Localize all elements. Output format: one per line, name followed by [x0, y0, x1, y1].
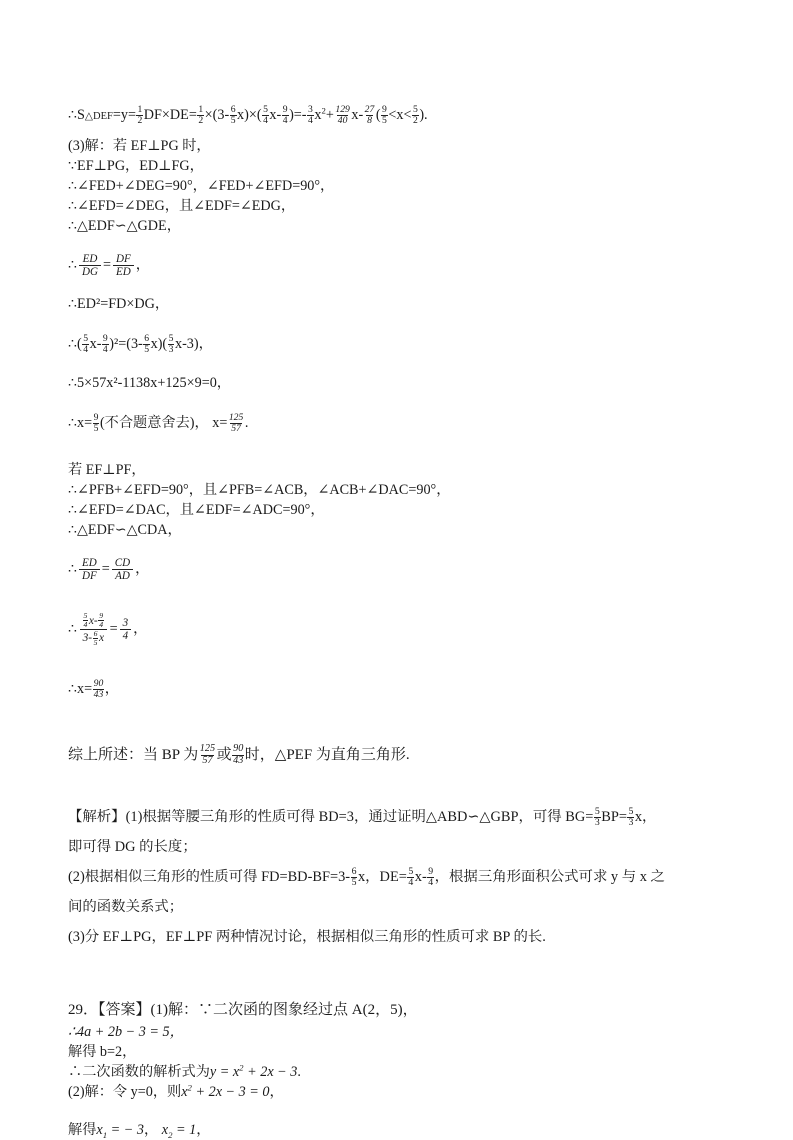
- cfrac-denominator: 3- $\frac{6}{5}$ x: [80, 629, 107, 647]
- area-body-7: x: [314, 107, 322, 123]
- ratio1-equals: =: [103, 257, 112, 273]
- problem-29-line-4-prefix: ∴二次函数的解析式为: [68, 1064, 210, 1080]
- problem-29-line-4-suffix: .: [297, 1064, 301, 1080]
- fraction-27-8: $\frac{27}{8}$: [364, 103, 375, 126]
- roots-mid: (不合题意舍去)， x=: [99, 415, 228, 431]
- area-body-5: x-: [269, 107, 282, 123]
- problem-29-number: 29．: [68, 1002, 99, 1018]
- fraction-5-3-b: $\frac{5}{3}$: [594, 805, 600, 828]
- area-formula-line: [68, 96, 740, 136]
- fraction-ed-df: $\frac{ED}{DF}$: [79, 557, 100, 583]
- ratio1-suffix: ，: [135, 257, 150, 273]
- area-subscript: △DEF: [84, 111, 113, 122]
- fraction-129-40: $\frac{129}{40}$: [335, 103, 350, 126]
- ratio-ed-df-line: [68, 550, 740, 588]
- problem-29-line-1: (1)解：∵二次函的图象经过点 A(2，5)，: [150, 1002, 418, 1018]
- spacer: [68, 540, 740, 550]
- area-exponent: 2: [321, 105, 326, 116]
- spacer: [68, 363, 740, 373]
- ratio2-prefix: ∴: [68, 561, 78, 577]
- conclusion-text-3: 时，△PEF 为直角三角形.: [244, 747, 410, 763]
- fraction-9-4-d: $\frac{9}{4}$: [428, 865, 434, 888]
- spacer: [68, 394, 740, 404]
- fraction-6-5: $\frac{6}{5}$: [230, 103, 236, 126]
- cfrac-numerator: $\frac{5}{4}$ x- $\frac{9}{4}$: [83, 611, 104, 629]
- ratio2-equals: =: [101, 561, 110, 577]
- expand-mid-3: x)(: [150, 336, 168, 352]
- page-content: [68, 96, 740, 1140]
- problem-29-line-5: [68, 1082, 740, 1102]
- roots-suffix: .: [244, 415, 249, 431]
- ed-squared-line: ∴ED²=FD×DG，: [68, 296, 170, 312]
- fraction-half-a: $\frac{1}{2}$: [137, 103, 143, 126]
- area-body-12: ).: [419, 107, 428, 123]
- problem-29-root-separator: ，: [144, 1122, 162, 1138]
- analysis-p1-a: (1)根据等腰三角形的性质可得 BD=3，通过证明△ABD∽△GBP，可得 BG=: [125, 809, 594, 825]
- ratio1-prefix: ∴: [68, 257, 78, 273]
- case2-line-0: ∴∠PFB+∠EFD=90°，且∠PFB=∠ACB，∠ACB+∠DAC=90°，: [68, 482, 451, 498]
- fraction-90-43: $\frac{90}{43}$: [93, 677, 104, 700]
- fraction-9-4-b: $\frac{9}{4}$: [102, 332, 108, 355]
- x-result-line: [68, 670, 740, 708]
- conclusion-text-1: 综上所述：当 BP 为: [68, 747, 199, 763]
- spacer: [68, 284, 740, 294]
- case2-label: 若 EF⊥PF，: [68, 462, 146, 478]
- fraction-5-2: $\frac{5}{2}$: [412, 103, 418, 126]
- spacer: [68, 588, 740, 606]
- spacer: [68, 952, 740, 998]
- fraction-5-4-c: $\frac{5}{4}$: [83, 611, 88, 629]
- fraction-5-4-d: $\frac{5}{4}$: [408, 865, 414, 888]
- x-result-prefix: ∴x=: [68, 681, 93, 697]
- case2-line-1: ∴∠EFD=∠DAC，且∠EDF=∠ADC=90°，: [68, 502, 325, 518]
- cfrac-equals: =: [109, 621, 118, 637]
- fraction-3-4: $\frac{3}{4}$: [308, 103, 313, 126]
- fraction-cd-ad: $\frac{CD}{AD}$: [112, 557, 133, 583]
- expand-mid-1: x-: [89, 336, 102, 352]
- case1-line-1: ∴∠FED+∠DEG=90°，∠FED+∠EFD=90°，: [68, 178, 335, 194]
- analysis-paragraph-2-cont: 间的函数关系式；: [68, 899, 184, 915]
- fraction-6-5-d: $\frac{6}{5}$: [351, 865, 357, 888]
- problem-29-line-5-prefix: (2)解：令 y=0，则: [68, 1084, 182, 1100]
- fraction-9-5: $\frac{9}{5}$: [382, 103, 387, 126]
- problem-29-line-4: [68, 1062, 740, 1082]
- ratio2-suffix: ，: [135, 561, 150, 577]
- fraction-9-5-b: $\frac{9}{5}$: [93, 411, 99, 434]
- problem-29-answer-tag: 【答案】: [98, 1002, 151, 1018]
- ratio-ed-dg-line: [68, 246, 740, 284]
- fraction-5-3: $\frac{5}{3}$: [168, 332, 174, 355]
- spacer: [68, 772, 740, 802]
- area-body-1: =y=: [112, 107, 136, 123]
- area-body-11: <x<: [388, 107, 412, 123]
- fraction-6-5-c: $\frac{6}{5}$: [93, 628, 98, 647]
- fraction-9-4-c: $\frac{9}{4}$: [99, 611, 104, 629]
- area-body-9: x-: [351, 107, 364, 123]
- spacer: [68, 708, 740, 738]
- cfrac-suffix: ，: [133, 621, 148, 637]
- x-result-suffix: ，: [104, 681, 119, 697]
- expand-mid-4: x-3)，: [174, 336, 213, 352]
- conclusion-line: [68, 738, 740, 772]
- fraction-125-57: $\frac{125}{57}$: [228, 411, 244, 434]
- analysis-paragraph-1-cont: 即可得 DG 的长度；: [68, 839, 197, 855]
- expand-prefix: ∴(: [68, 336, 82, 352]
- fraction-6-5-b: $\frac{6}{5}$: [144, 332, 150, 355]
- problem-29-root-2: $x_2 = 1$: [161, 1122, 197, 1140]
- problem-29-quadratic-expression: $y = x^2 + 2x - 3$: [209, 1062, 298, 1080]
- fraction-df-ed: $\frac{DF}{ED}$: [113, 253, 134, 279]
- fraction-ed-dg: $\frac{ED}{DG}$: [79, 253, 101, 279]
- area-body-10: (: [375, 107, 381, 123]
- expand-equation-line: [68, 325, 740, 363]
- complex-fraction: [79, 613, 108, 647]
- problem-29-equation: $x^2 + 2x - 3 = 0$: [181, 1082, 270, 1100]
- fraction-125-57-b: $\frac{125}{57}$: [199, 743, 216, 766]
- spacer: [68, 442, 740, 460]
- problem-29-line-3: 解得 b=2，: [68, 1044, 137, 1060]
- analysis-paragraph-3: (3)分 EF⊥PG，EF⊥PF 两种情况讨论，根据相似三角形的性质可求 BP 的长.: [68, 929, 546, 945]
- conclusion-text-2: 或: [216, 747, 232, 763]
- complex-fraction-line: [68, 606, 740, 652]
- problem-29-line-2: ∴4a + 2b − 3 = 5，: [68, 1024, 184, 1040]
- part3-label: (3)解：若 EF⊥PG 时，: [68, 138, 211, 154]
- area-body-3: ×(3-: [204, 107, 230, 123]
- analysis-p2-b: x，DE=: [357, 869, 407, 885]
- problem-29-line-6-prefix: 解得: [68, 1122, 97, 1138]
- area-body-2: DF×DE=: [143, 107, 197, 123]
- area-body-4: x)×(: [237, 107, 262, 123]
- expand-mid-2: )²=(3-: [109, 336, 143, 352]
- area-prefix: ∴S: [68, 107, 85, 123]
- area-body-8: +: [325, 107, 334, 123]
- problem-29-line-5-suffix: ，: [269, 1084, 284, 1100]
- area-body-6: )=-: [289, 107, 307, 123]
- case1-line-2: ∴∠EFD=∠DEG，且∠EDF=∠EDG，: [68, 198, 296, 214]
- problem-29-line-6: [68, 1120, 740, 1140]
- roots-prefix: ∴x=: [68, 415, 93, 431]
- analysis-p2-c: x-: [414, 869, 427, 885]
- fraction-90-43-b: $\frac{90}{43}$: [233, 743, 244, 766]
- problem-29-header: [68, 998, 740, 1022]
- problem-29-line-6-suffix: ，: [196, 1122, 211, 1138]
- spacer: [68, 652, 740, 670]
- analysis-heading: 【解析】: [68, 809, 126, 825]
- fraction-half-b: $\frac{1}{2}$: [198, 103, 204, 126]
- case1-line-0: ∵EF⊥PG，ED⊥FG，: [68, 158, 204, 174]
- spacer: [68, 236, 740, 246]
- fraction-5-4-b: $\frac{5}{4}$: [83, 332, 89, 355]
- cfrac-prefix: ∴: [68, 621, 78, 637]
- case2-line-2: ∴△EDF∽△CDA，: [68, 522, 182, 538]
- analysis-p2-d: ，根据三角形面积公式可求 y 与 x 之: [434, 869, 665, 885]
- spacer: [68, 315, 740, 325]
- analysis-p1-c: x，: [634, 809, 657, 825]
- analysis-p2-a: (2)根据相似三角形的性质可得 FD=BD-BF=3-: [68, 869, 351, 885]
- roots-line: [68, 404, 740, 442]
- fraction-5-4: $\frac{5}{4}$: [263, 103, 268, 126]
- fraction-5-3-c: $\frac{5}{3}$: [628, 805, 634, 828]
- analysis-paragraph-1: [68, 802, 740, 832]
- analysis-p1-b: BP=: [601, 809, 627, 825]
- case1-line-3: ∴△EDF∽△GDE，: [68, 218, 181, 234]
- fraction-3-4-b: $\frac{3}{4}$: [120, 617, 132, 643]
- problem-29-root-1: $x_1$ = − 3: [96, 1122, 144, 1140]
- fraction-9-4: $\frac{9}{4}$: [282, 103, 288, 126]
- analysis-paragraph-2: [68, 862, 740, 892]
- quadratic-line: ∴5×57x²-1138x+125×9=0，: [68, 375, 231, 391]
- spacer: [68, 1102, 740, 1120]
